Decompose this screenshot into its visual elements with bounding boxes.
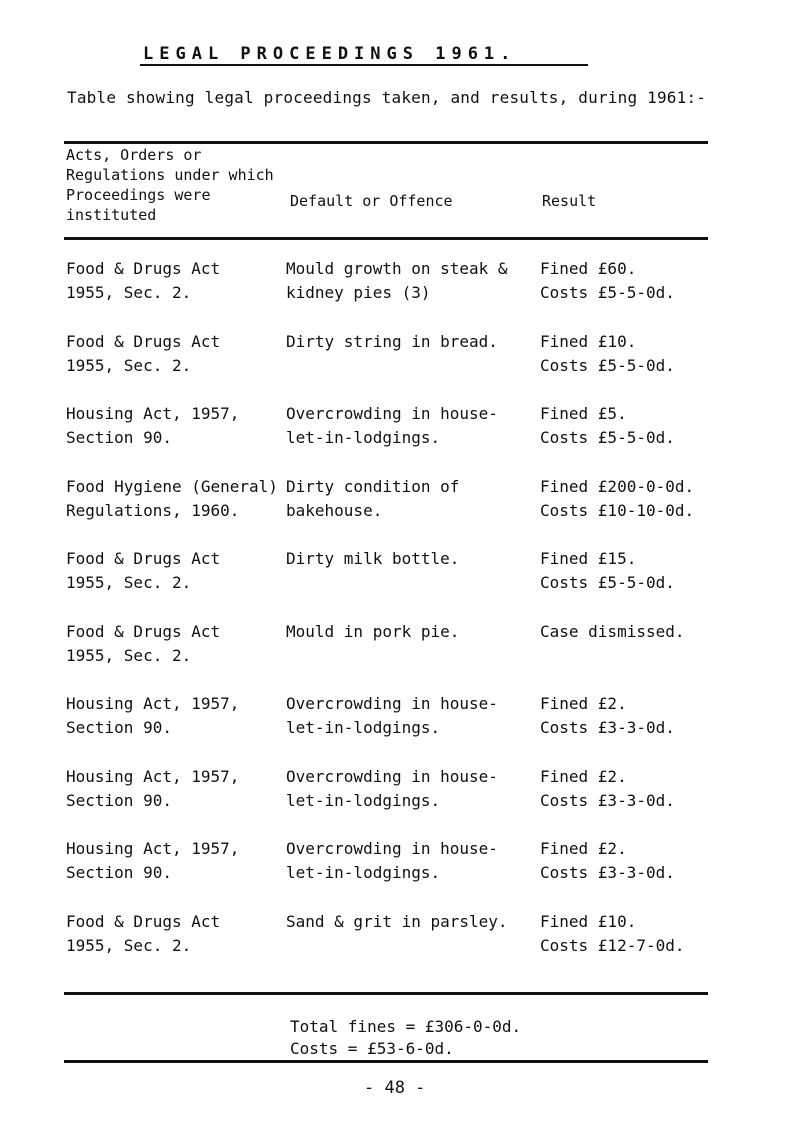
result-cell-line: Case dismissed.	[540, 621, 685, 641]
total-costs: Costs = £53-6-0d.	[290, 1039, 454, 1058]
offence-cell-line: Mould in pork pie.	[286, 621, 460, 641]
offence-cell-line: Dirty condition of	[286, 476, 460, 496]
act-cell	[66, 910, 286, 958]
result-cell-line: Fined £2.	[540, 766, 627, 786]
act-cell-line: Section 90.	[66, 790, 172, 810]
table-bottom-rule	[64, 992, 708, 995]
offence-cell	[286, 475, 534, 523]
result-cell	[540, 402, 740, 450]
column-header-offence: Default or Offence	[290, 192, 453, 210]
intro-text: Table showing legal proceedings taken, and results, during 1961:-	[67, 88, 707, 107]
result-cell-line: Fined £5.	[540, 404, 627, 423]
offence-cell-line: Dirty milk bottle.	[286, 549, 460, 568]
act-cell-line: Food & Drugs Act	[66, 549, 221, 568]
act-cell-line: Housing Act, 1957,	[66, 766, 240, 786]
table-row	[0, 475, 800, 527]
column-header-act: Acts, Orders or Regulations under which Proceedings were instituted	[66, 146, 274, 224]
offence-cell-line: let-in-lodgings.	[286, 863, 441, 882]
act-cell-line: 1955, Sec. 2.	[66, 283, 192, 302]
act-cell-line: Food & Drugs Act	[66, 259, 221, 278]
table-row	[0, 620, 800, 672]
table-top-rule	[64, 141, 708, 144]
result-cell	[540, 837, 740, 885]
act-cell-line: 1955, Sec. 2.	[66, 935, 192, 955]
page-number: - 48 -	[364, 1078, 426, 1098]
act-cell-line: 1955, Sec. 2.	[66, 645, 192, 665]
offence-cell-line: Mould growth on steak &	[286, 259, 508, 278]
table-row	[0, 547, 800, 599]
act-cell	[66, 475, 286, 523]
offence-cell	[286, 257, 534, 305]
result-cell	[540, 765, 740, 813]
act-cell	[66, 257, 286, 305]
table-row	[0, 257, 800, 309]
offence-cell-line: Sand & grit in parsley.	[286, 911, 508, 931]
page-title: LEGAL PROCEEDINGS 1961.	[143, 44, 517, 64]
result-cell-line: Costs £5-5-0d.	[540, 283, 675, 302]
offence-cell-line: kidney pies (3)	[286, 283, 431, 302]
result-cell	[540, 620, 740, 644]
result-cell-line: Fined £10.	[540, 911, 637, 931]
act-cell	[66, 837, 286, 885]
offence-cell	[286, 402, 534, 450]
result-cell-line: Fined £2.	[540, 694, 627, 713]
offence-cell-line: Overcrowding in house-	[286, 766, 498, 786]
offence-cell	[286, 620, 534, 644]
act-cell-line: 1955, Sec. 2.	[66, 573, 192, 592]
act-cell	[66, 402, 286, 450]
result-cell-line: Costs £12-7-0d.	[540, 935, 685, 955]
result-cell-line: Costs £3-3-0d.	[540, 863, 675, 882]
offence-cell	[286, 692, 534, 740]
result-cell	[540, 910, 740, 958]
act-cell	[66, 330, 286, 378]
offence-cell-line: Overcrowding in house-	[286, 404, 498, 423]
totals-block	[290, 1016, 521, 1060]
act-cell-line: 1955, Sec. 2.	[66, 355, 192, 375]
table-row	[0, 837, 800, 889]
result-cell-line: Fined £10.	[540, 331, 637, 351]
table-row	[0, 910, 800, 962]
act-cell-line: Housing Act, 1957,	[66, 404, 240, 423]
result-cell	[540, 692, 740, 740]
offence-cell-line: Overcrowding in house-	[286, 694, 498, 713]
result-cell-line: Costs £5-5-0d.	[540, 573, 675, 592]
result-cell-line: Fined £200-0-0d.	[540, 476, 695, 496]
act-cell-line: Food & Drugs Act	[66, 911, 221, 931]
offence-cell-line: bakehouse.	[286, 500, 383, 520]
act-cell-line: Section 90.	[66, 428, 172, 447]
offence-cell	[286, 547, 534, 571]
offence-cell	[286, 330, 534, 354]
table-row	[0, 330, 800, 382]
act-cell	[66, 547, 286, 595]
table-row	[0, 692, 800, 744]
title-underline	[140, 64, 588, 66]
totals-bottom-rule	[64, 1060, 708, 1063]
act-cell-line: Regulations, 1960.	[66, 500, 240, 520]
act-cell-line: Section 90.	[66, 863, 172, 882]
result-cell-line: Fined £60.	[540, 259, 637, 278]
offence-cell	[286, 765, 534, 813]
table-row	[0, 402, 800, 454]
result-cell	[540, 330, 740, 378]
header-bottom-rule	[64, 237, 708, 240]
offence-cell	[286, 837, 534, 885]
offence-cell	[286, 910, 534, 934]
act-cell-line: Food Hygiene (General)	[66, 476, 278, 496]
act-cell-line: Housing Act, 1957,	[66, 694, 240, 713]
result-cell-line: Fined £2.	[540, 839, 627, 858]
result-cell-line: Costs £5-5-0d.	[540, 428, 675, 447]
total-fines: Total fines = £306-0-0d.	[290, 1017, 522, 1036]
act-cell-line: Section 90.	[66, 718, 172, 737]
column-header-result: Result	[542, 192, 597, 210]
result-cell-line: Costs £3-3-0d.	[540, 790, 675, 810]
result-cell-line: Costs £10-10-0d.	[540, 500, 695, 520]
act-cell-line: Housing Act, 1957,	[66, 839, 240, 858]
act-cell-line: Food & Drugs Act	[66, 621, 221, 641]
result-cell-line: Costs £3-3-0d.	[540, 718, 675, 737]
result-cell	[540, 547, 740, 595]
table-row	[0, 765, 800, 817]
offence-cell-line: let-in-lodgings.	[286, 790, 441, 810]
result-cell	[540, 475, 740, 523]
offence-cell-line: let-in-lodgings.	[286, 718, 441, 737]
offence-cell-line: Dirty string in bread.	[286, 331, 498, 351]
act-cell	[66, 692, 286, 740]
offence-cell-line: Overcrowding in house-	[286, 839, 498, 858]
act-cell	[66, 620, 286, 668]
act-cell-line: Food & Drugs Act	[66, 331, 221, 351]
result-cell	[540, 257, 740, 305]
act-cell	[66, 765, 286, 813]
result-cell-line: Fined £15.	[540, 549, 637, 568]
offence-cell-line: let-in-lodgings.	[286, 428, 441, 447]
result-cell-line: Costs £5-5-0d.	[540, 355, 675, 375]
